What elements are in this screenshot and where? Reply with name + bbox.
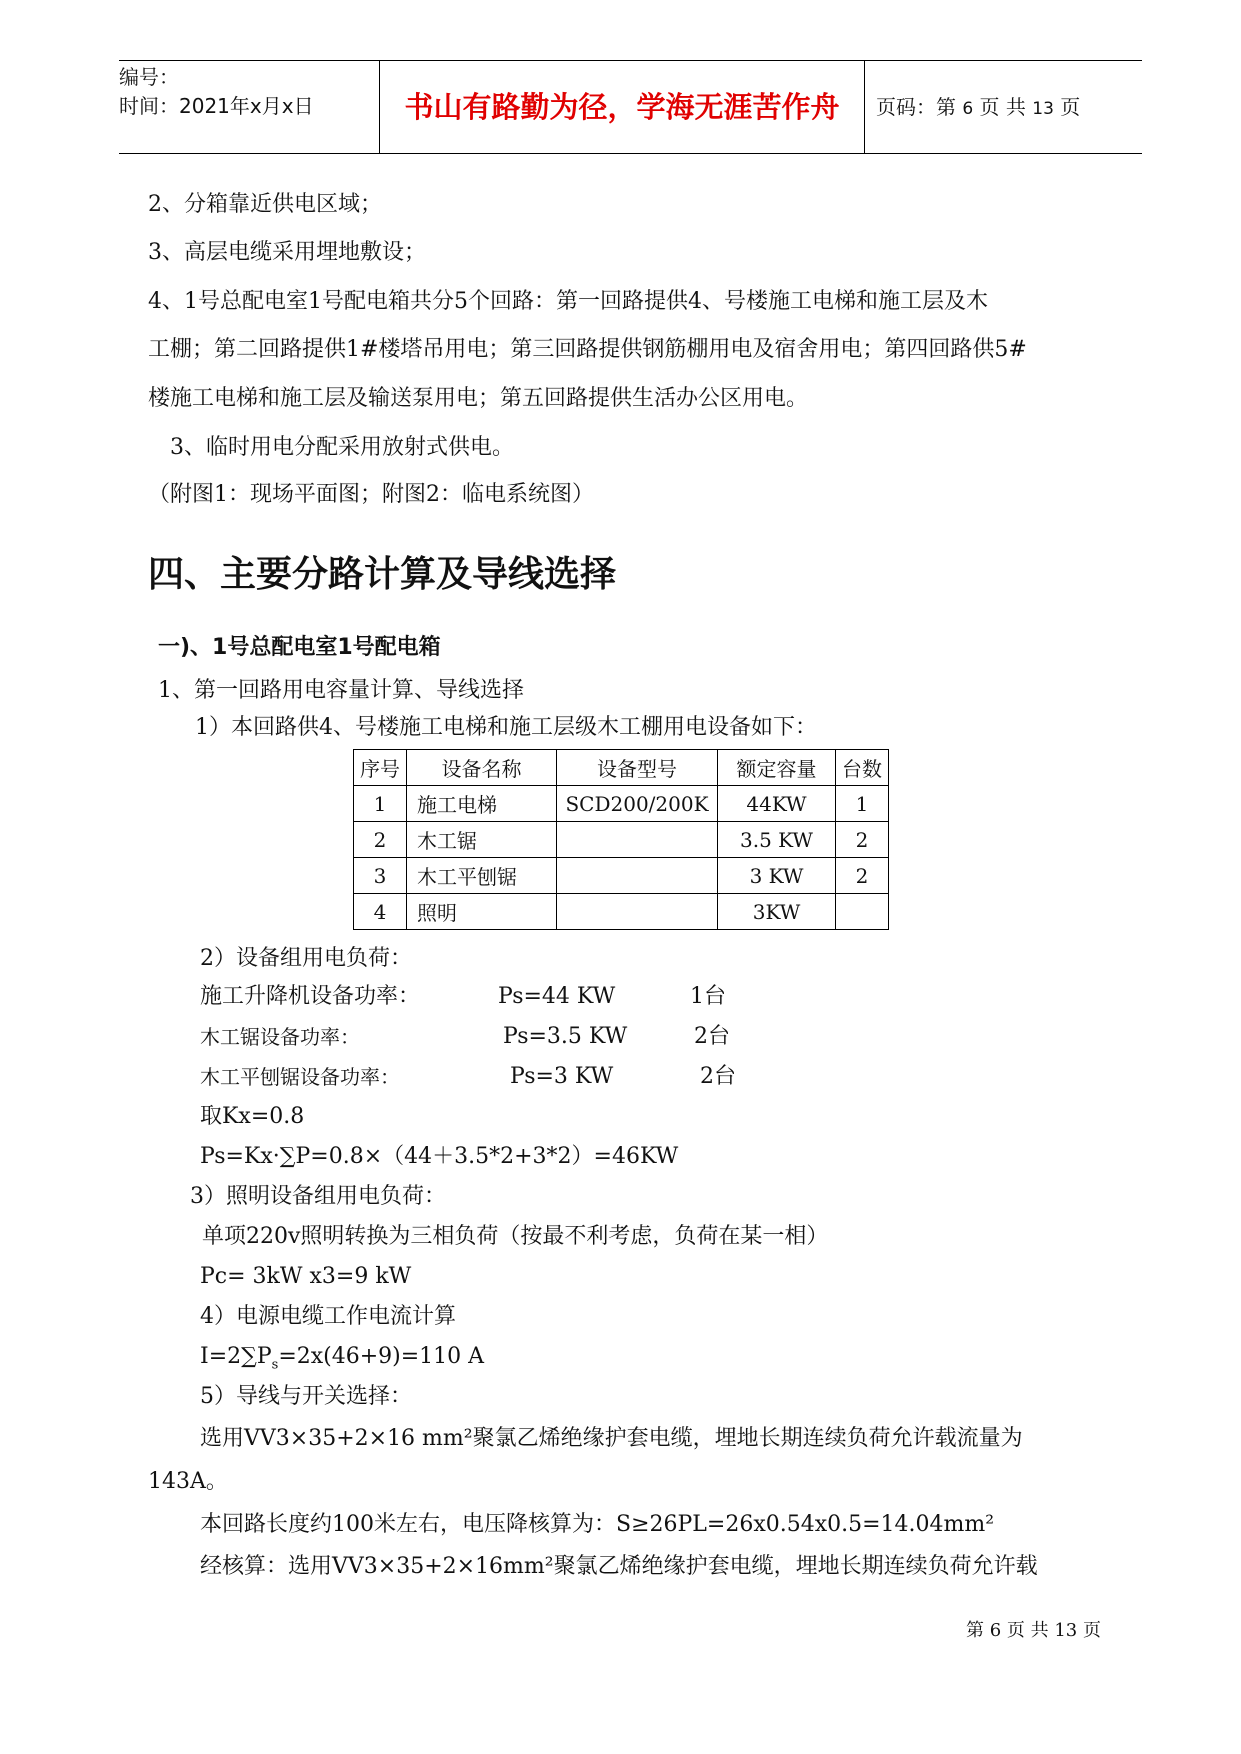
section-title: 四、主要分路计算及导线选择 — [148, 554, 617, 595]
paragraph-line: （附图1：现场平面图；附图2：临电系统图） — [148, 482, 594, 507]
table-cell: 3 — [354, 858, 407, 894]
paragraph-line: 2、分箱靠近供电区域； — [148, 192, 382, 217]
page-header — [119, 60, 1142, 154]
calc-heading: 4）电源电缆工作电流计算 — [200, 1304, 456, 1329]
table-cell — [557, 858, 718, 894]
table-cell: 3KW — [718, 894, 836, 930]
table-cell — [836, 894, 889, 930]
page-prefix: 页码：第 — [876, 95, 956, 119]
power-label: 木工平刨锯设备功率： — [200, 1065, 400, 1089]
table-cell: SCD200/200K — [557, 786, 718, 822]
ps-formula: Ps=Kx·∑P=0.8×（44＋3.5*2+3*2）=46KW — [200, 1144, 679, 1169]
number-label: 编号： — [119, 65, 179, 89]
paragraph-line: 3、临时用电分配采用放射式供电。 — [170, 435, 514, 460]
table-cell: 木工锯 — [407, 822, 557, 858]
paragraph-line: 楼施工电梯和施工层及输送泵用电；第五回路提供生活办公区用电。 — [148, 386, 809, 411]
calc-text: 本回路长度约100米左右，电压降核算为：S≥26PL=26x0.54x0.5=14.04mm² — [200, 1512, 995, 1537]
pc-formula: Pc= 3kW x3=9 kW — [200, 1264, 412, 1289]
calc-heading: 5）导线与开关选择： — [200, 1384, 412, 1409]
table-cell: 施工电梯 — [407, 786, 557, 822]
table-header-row — [354, 750, 889, 786]
table-row — [354, 894, 889, 930]
current-formula-post: =2x(46+9)=110 A — [278, 1344, 485, 1369]
calc-text: 143A。 — [148, 1469, 228, 1494]
power-count: 2台 — [700, 1064, 736, 1089]
header-motto: 书山有路勤为径，学海无涯苦作舟 — [404, 90, 840, 124]
calc-text: 单项220v照明转换为三相负荷（按最不利考虑，负荷在某一相） — [202, 1224, 829, 1249]
page-middle: 页 共 — [979, 95, 1026, 119]
calc-heading: 2）设备组用电负荷： — [200, 946, 412, 971]
table-cell: 2 — [836, 858, 889, 894]
item-subheading: 1）本回路供4、号楼施工电梯和施工层级木工棚用电设备如下： — [195, 715, 817, 740]
power-label: 施工升降机设备功率： — [200, 984, 421, 1009]
table-cell: 1 — [836, 786, 889, 822]
page-suffix: 页 — [1060, 95, 1081, 119]
item-heading: 1、第一回路用电容量计算、导线选择 — [158, 678, 524, 703]
table-header-cell: 设备名称 — [407, 750, 557, 786]
time-label: 时间：2021年x月x日 — [119, 94, 314, 118]
subsection-title: 一)、1号总配电室1号配电箱 — [158, 635, 441, 660]
power-value: Ps=44 KW — [498, 984, 616, 1009]
current-formula-pre: I=2∑P — [200, 1344, 272, 1369]
table-cell — [557, 894, 718, 930]
page-indicator — [864, 61, 1142, 155]
table-cell — [557, 822, 718, 858]
calc-text: 经核算：选用VV3×35+2×16mm²聚氯乙烯绝缘护套电缆，埋地长期连续负荷允许载 — [200, 1554, 1038, 1579]
table-cell: 44KW — [718, 786, 836, 822]
table-cell: 2 — [354, 822, 407, 858]
paragraph-line: 3、高层电缆采用埋地敷设； — [148, 240, 426, 265]
power-value: Ps=3 KW — [510, 1064, 614, 1089]
paragraph-line: 工棚；第二回路提供1#楼塔吊用电；第三回路提供钢筋棚用电及宿舍用电；第四回路供5# — [148, 337, 1027, 362]
header-page-cell — [864, 61, 1142, 153]
paragraph-line: 4、1号总配电室1号配电箱共分5个回路：第一回路提供4、号楼施工电梯和施工层及木 — [148, 289, 988, 314]
power-label: 木工锯设备功率： — [200, 1025, 360, 1049]
page-footer: 第 6 页 共 13 页 — [966, 1620, 1101, 1641]
table-cell: 1 — [354, 786, 407, 822]
header-meta — [119, 61, 379, 153]
power-value: Ps=3.5 KW — [503, 1024, 628, 1049]
table-cell: 2 — [836, 822, 889, 858]
calc-heading: 3）照明设备组用电负荷： — [190, 1184, 446, 1209]
power-count: 1台 — [690, 984, 726, 1009]
table-cell: 3.5 KW — [718, 822, 836, 858]
table-cell: 4 — [354, 894, 407, 930]
table-header-cell: 设备型号 — [557, 750, 718, 786]
table-row — [354, 822, 889, 858]
table-cell: 照明 — [407, 894, 557, 930]
equipment-table — [353, 749, 889, 930]
current-formula-sub: s — [271, 1357, 279, 1373]
table-cell: 3 KW — [718, 858, 836, 894]
current-formula — [200, 1342, 484, 1380]
page-current: 6 — [962, 99, 974, 119]
table-header-cell: 序号 — [354, 750, 407, 786]
table-header-cell: 台数 — [836, 750, 889, 786]
header-motto-cell — [379, 61, 865, 153]
table-cell: 木工平刨锯 — [407, 858, 557, 894]
table-header-cell: 额定容量 — [718, 750, 836, 786]
page-total: 13 — [1032, 99, 1054, 119]
power-count: 2台 — [694, 1024, 730, 1049]
table-row — [354, 786, 889, 822]
kx-line: 取Kx=0.8 — [200, 1104, 305, 1129]
table-row — [354, 858, 889, 894]
calc-text: 选用VV3×35+2×16 mm²聚氯乙烯绝缘护套电缆，埋地长期连续负荷允许载流量为 — [200, 1426, 1023, 1451]
